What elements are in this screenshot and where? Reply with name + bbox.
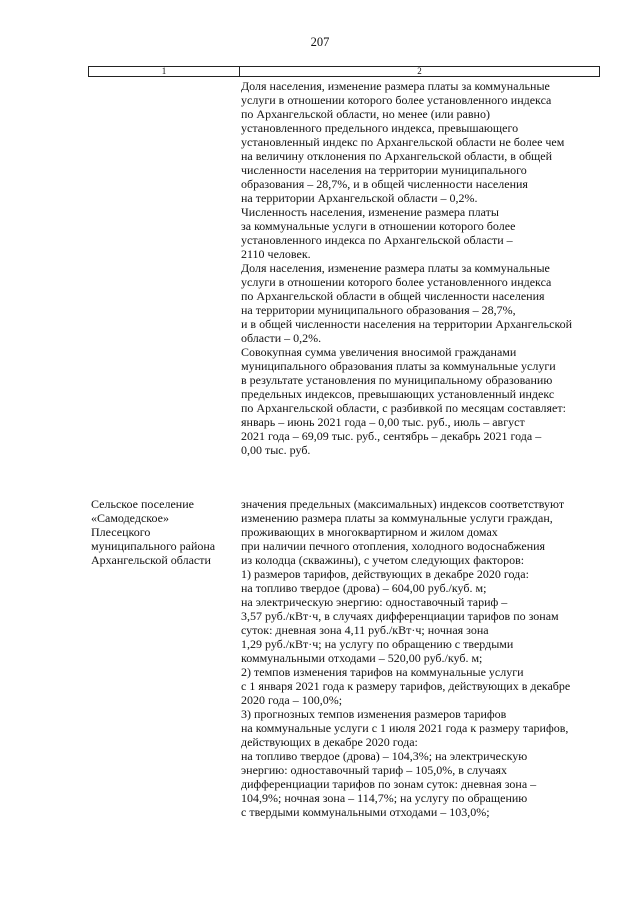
text-line: 3) прогнозных темпов изменения размеров тарифов xyxy=(241,707,507,721)
text-line: на топливо твердое (дрова) – 604,00 руб./куб. м; xyxy=(241,581,487,595)
text-line: муниципального образования платы за коммунальные услуги xyxy=(241,359,556,373)
text-line: на топливо твердое (дрова) – 104,3%; на электрическую xyxy=(241,749,528,763)
text-line: с 1 января 2021 года к размеру тарифов, действующих в декабре xyxy=(241,679,571,693)
text-line: услуги в отношении которого более установленного индекса xyxy=(241,275,552,289)
text-line: услуги в отношении которого более установленного индекса xyxy=(241,93,552,107)
text-line: и в общей численности населения на территории Архангельской xyxy=(241,317,573,331)
municipality-name-cell xyxy=(91,497,215,567)
text-line: 1,29 руб./кВт·ч; на услугу по обращению с твердыми xyxy=(241,637,514,651)
text-line: энергию: одноставочный тариф – 105,0%, в случаях xyxy=(241,763,508,777)
text-line: численности населения на территории муниципального xyxy=(241,163,527,177)
page-number: 207 xyxy=(310,35,330,49)
table-header-row xyxy=(88,66,600,77)
text-line: 2021 года – 69,09 тыс. руб., сентябрь – декабрь 2021 года – xyxy=(241,429,542,443)
bottom-section-col2-text xyxy=(241,497,570,819)
text-line: Совокупная сумма увеличения вносимой гражданами xyxy=(241,345,517,359)
text-line: по Архангельской области, но менее (или равно) xyxy=(241,107,490,121)
text-line: январь – июнь 2021 года – 0,00 тыс. руб., июль – август xyxy=(241,415,525,429)
municipality-name-line: Плесецкого xyxy=(91,525,151,539)
text-line: Доля населения, изменение размера платы за коммунальные xyxy=(241,261,550,275)
text-line: 2020 года – 100,0%; xyxy=(241,693,343,707)
text-line: коммунальными отходами – 520,00 руб./куб. м; xyxy=(241,651,483,665)
municipality-name-line: Архангельской области xyxy=(91,553,211,567)
text-line: по Архангельской области в общей численности населения xyxy=(241,289,545,303)
text-line: за коммунальные услуги в отношении которого более xyxy=(241,219,516,233)
text-line: при наличии печного отопления, холодного водоснабжения xyxy=(241,539,546,553)
text-line: 2110 человек. xyxy=(241,247,311,261)
text-line: образования – 28,7%, и в общей численности населения xyxy=(241,177,528,191)
text-line: 104,9%; ночная зона – 114,7%; на услугу по обращению xyxy=(241,791,528,805)
text-line: Доля населения, изменение размера платы за коммунальные xyxy=(241,79,550,93)
municipality-name-line: муниципального района xyxy=(91,539,216,553)
text-line: области – 0,2%. xyxy=(241,331,322,345)
text-line: на территории Архангельской области – 0,2%. xyxy=(241,191,478,205)
text-line: дифференциации тарифов по зонам суток: дневная зона – xyxy=(241,777,537,791)
text-line: на величину отклонения по Архангельской области, в общей xyxy=(241,149,553,163)
text-line: Численность населения, изменение размера платы xyxy=(241,205,499,219)
text-line: установленного индекса по Архангельской области – xyxy=(241,233,513,247)
table-header-col1: 1 xyxy=(89,67,240,76)
text-line: с твердыми коммунальными отходами – 103,0%; xyxy=(241,805,490,819)
text-line: значения предельных (максимальных) индексов соответствуют xyxy=(241,497,565,511)
municipality-name-line: Сельское поселение xyxy=(91,497,194,511)
text-line: изменению размера платы за коммунальные услуги граждан, xyxy=(241,511,553,525)
table-header-col2: 2 xyxy=(417,66,422,76)
text-line: 3,57 руб./кВт·ч, в случаях дифференциации тарифов по зонам xyxy=(241,609,559,623)
text-line: действующих в декабре 2020 года: xyxy=(241,735,418,749)
text-line: в результате установления по муниципальному образованию xyxy=(241,373,553,387)
top-section-col2-text xyxy=(241,79,572,457)
text-line: на территории муниципального образования – 28,7%, xyxy=(241,303,516,317)
text-line: установленного предельного индекса, превышающего xyxy=(241,121,519,135)
text-line: установленный индекс по Архангельской области не более чем xyxy=(241,135,565,149)
text-line: из колодца (скважины), с учетом следующих факторов: xyxy=(241,553,525,567)
text-line: 2) темпов изменения тарифов на коммунальные услуги xyxy=(241,665,524,679)
text-line: проживающих в многоквартирном и жилом домах xyxy=(241,525,498,539)
text-line: на коммунальные услуги с 1 июля 2021 года к размеру тарифов, xyxy=(241,721,569,735)
text-line: по Архангельской области, с разбивкой по месяцам составляет: xyxy=(241,401,566,415)
text-line: 1) размеров тарифов, действующих в декабре 2020 года: xyxy=(241,567,529,581)
text-line: суток: дневная зона 4,11 руб./кВт·ч; ночная зона xyxy=(241,623,489,637)
text-line: на электрическую энергию: одноставочный тариф – xyxy=(241,595,508,609)
text-line: предельных индексов, превышающих установленный индекс xyxy=(241,387,555,401)
municipality-name-line: «Самодедское» xyxy=(91,511,169,525)
text-line: 0,00 тыс. руб. xyxy=(241,443,311,457)
